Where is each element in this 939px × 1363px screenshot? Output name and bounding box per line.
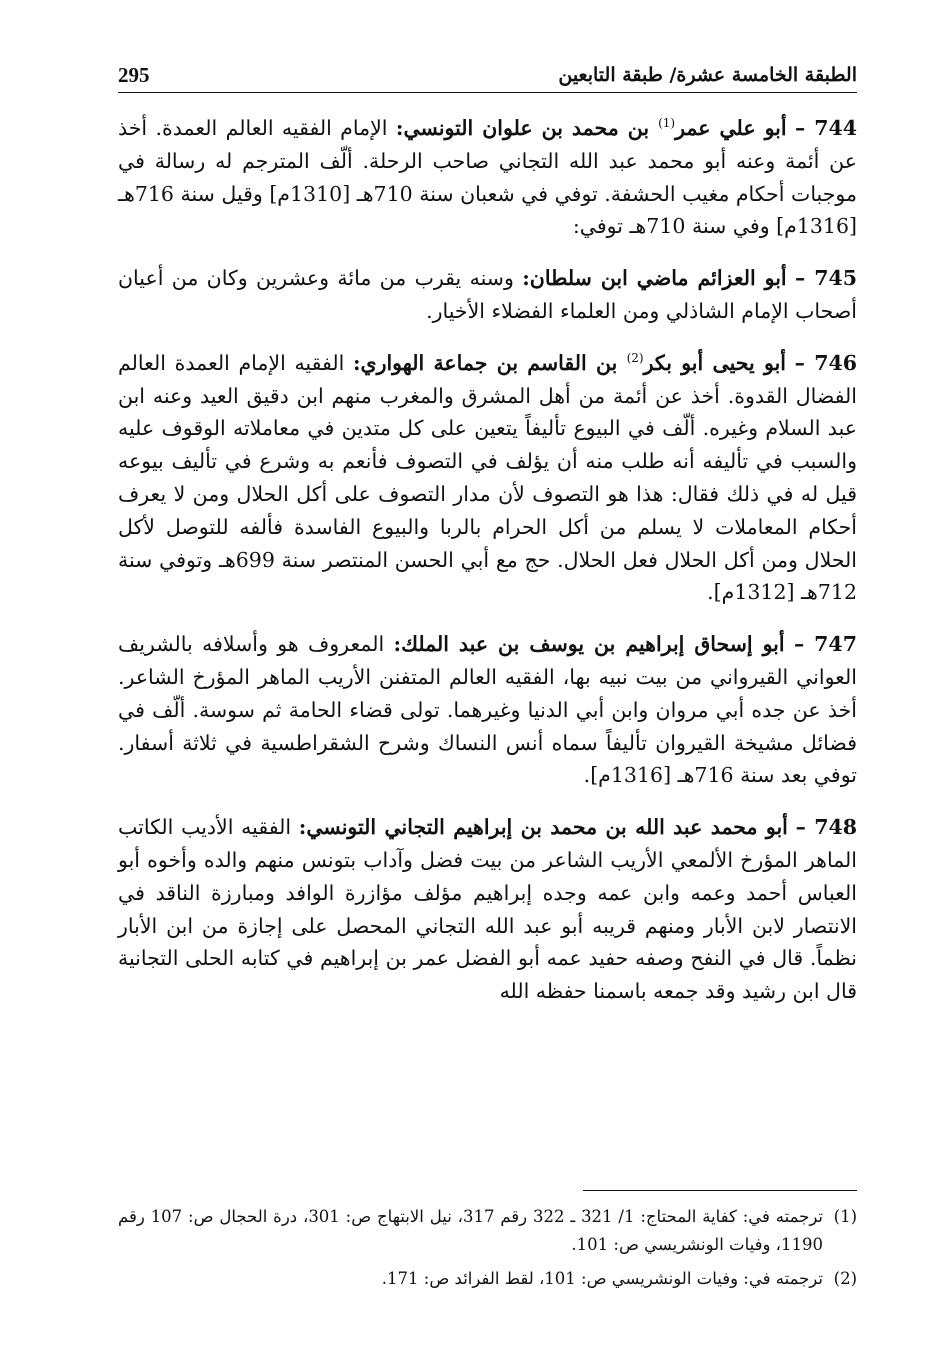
entry-text: المعروف هو وأسلافه بالشريف العواني القيرواني من بيت نبيه بها، الفقيه العالم المتفنن الأريب الماهر المؤرخ الشاعر. أخذ عن جده أبي مروان وابن أبي الدنيا وغيرهما. تولى قضاء الحامة ثم سوسة. ألّف في فضائل مشيخة القيروان تأليفاً سماه أنس النساك وشرح الشقراطسية في ثلاثة أسفار. توفي بعد سنة 716هـ [1316م]. xyxy=(118,632,857,788)
entry-text: وسنه يقرب من مائة وعشرين وكان من أعيان أصحاب الإمام الشاذلي ومن العلماء الفضلاء الأخيار. xyxy=(118,266,857,323)
main-text xyxy=(118,112,857,1027)
entry-text: الفقيه الإمام العمدة العالم الفضال القدوة. أخذ عن أئمة من أهل المشرق والمغرب منهم ابن دقيق العيد وعنه ابن عبد السلام وغيره. ألّف في البيوع تأليفاً يتعين على كل متدين في معاملاته الوقوف عليه والسبب في تأليفه أنه طلب منه أن يؤلف في التصوف فأنعم به وشرع في تأليف بيوعه قيل له في ذلك فقال: هذا هو التصوف لأن مدار التصوف على أكل الحلال ومن لا يعرف أحكام المعاملات لا يسلم من أكل الحرام بالربا والبيوع الفاسدة فألفه للتوصل لأكل الحلال ومن أكل الحلال فعل الحلال. حج مع أبي الحسن المنتصر سنة 699هـ وتوفي سنة 712هـ [1312م]. xyxy=(118,350,857,605)
footnote-mark: (2) xyxy=(833,1269,857,1288)
entry-748 xyxy=(118,811,857,1008)
entry-number: 744 – xyxy=(794,116,858,140)
entry-745 xyxy=(118,262,857,328)
entry-name: أبو محمد عبد الله بن محمد بن إبراهيم التجاني التونسي: xyxy=(298,815,788,840)
footnote-mark: (1) xyxy=(833,1207,857,1226)
page-header xyxy=(118,58,857,93)
entry-text: الإمام الفقيه العالم العمدة. أخذ عن أئمة وعنه أبو محمد عبد الله التجاني صاحب الرحلة. ألّف المترجم له رسالة في موجبات أحكام مغيب الحشفة. توفي في شعبان سنة 710هـ [1310م] وقيل سنة 716هـ [1316م] وفي سنة 710هـ توفي: xyxy=(118,116,857,239)
footnote-ref[interactable]: (2) xyxy=(626,350,644,365)
entry-name-cont: بن محمد بن علوان التونسي: xyxy=(395,116,659,140)
entry-747 xyxy=(118,628,857,792)
entry-number: 748 – xyxy=(795,815,857,840)
entry-name-cont: بن القاسم بن جماعة الهواري: xyxy=(352,350,627,375)
entry-name: أبو يحيى أبو بكر xyxy=(643,350,786,375)
footnote-divider xyxy=(583,1190,857,1191)
footnote-2 xyxy=(118,1265,857,1293)
entry-number: 747 – xyxy=(793,632,857,657)
entry-name: أبو إسحاق إبراهيم بن يوسف بن عبد الملك: xyxy=(393,632,785,657)
page-number: 295 xyxy=(118,62,150,87)
footnote-ref[interactable]: (1) xyxy=(658,116,676,131)
entry-744 xyxy=(118,112,857,243)
footnote-text: ترجمته في: كفاية المحتاج: 1/ 321 ـ 322 رقم 317، نيل الابتهاج ص: 301، درة الحجال ص: 107 رقم 1190، وفيات الونشريسي ص: 101. xyxy=(118,1207,824,1254)
entry-name: أبو العزائم ماضي ابن سلطان: xyxy=(522,266,787,291)
running-title: الطبقة الخامسة عشرة/ طبقة التابعين xyxy=(558,64,857,86)
entry-text: الفقيه الأديب الكاتب الماهر المؤرخ الألمعي الأريب الشاعر من بيت فضل وآداب بتونس منهم والده وأخوه أبو العباس أحمد وعمه وابن عمه وجده إبراهيم مؤلف مؤازرة الوافد ومبارزة الناقد في الانتصار لابن الأبار ومنهم قريبه أبو عبد الله التجاني المحصل على إجازة من ابن الأبار نظماً. قال في النفح وصفه حفيد عمه أبو الفضل عمر بن إبراهيم في كتابه الحلى التجانية قال ابن رشيد وقد جمعه باسمنا حفظه الله xyxy=(118,815,857,1004)
footnote-text: ترجمته في: وفيات الونشريسي ص: 101، لقط الفرائد ص: 171. xyxy=(381,1269,823,1288)
footnote-1 xyxy=(118,1203,857,1259)
entry-number: 746 – xyxy=(794,350,857,375)
entry-number: 745 – xyxy=(794,266,857,291)
footnotes xyxy=(118,1203,857,1299)
entry-746 xyxy=(118,347,857,609)
entry-name: أبو علي عمر xyxy=(675,116,787,140)
